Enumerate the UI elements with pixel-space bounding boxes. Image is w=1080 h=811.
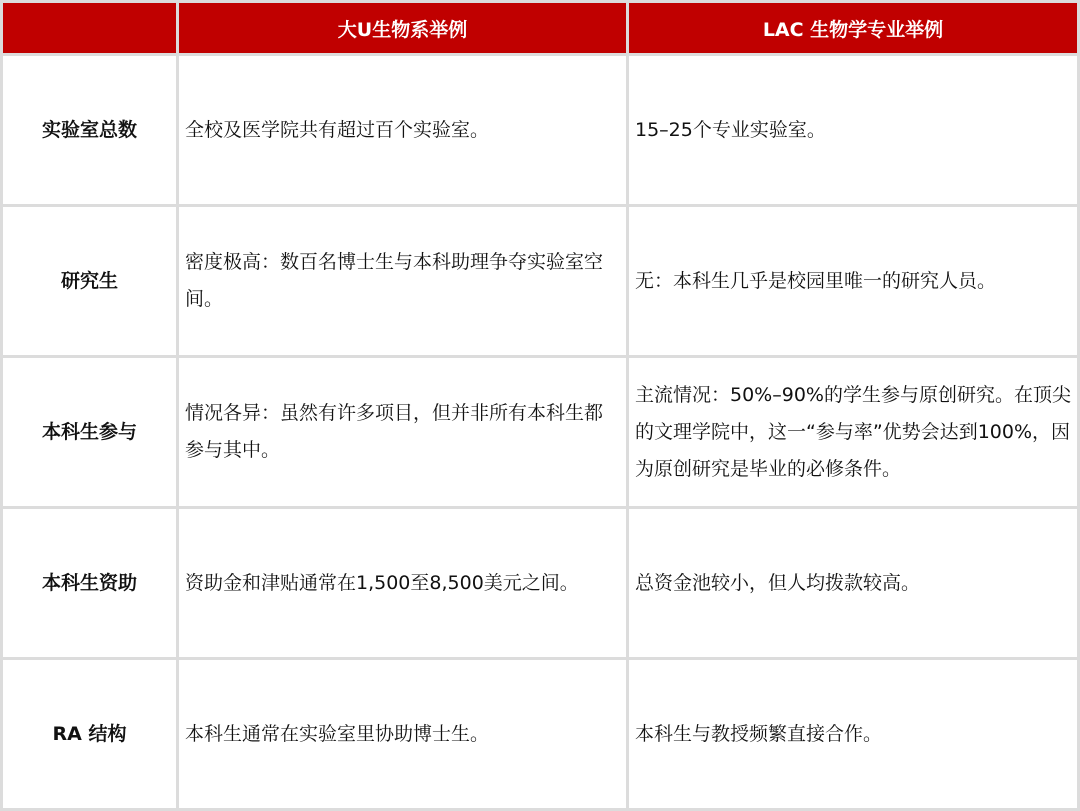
big-u-cell: 本科生通常在实验室里协助博士生。 xyxy=(179,660,626,808)
big-u-cell: 全校及医学院共有超过百个实验室。 xyxy=(179,56,626,204)
big-u-cell: 情况各异：虽然有许多项目，但并非所有本科生都参与其中。 xyxy=(179,358,626,506)
row-label: 本科生参与 xyxy=(3,358,176,506)
lac-cell: 15–25个专业实验室。 xyxy=(629,56,1077,204)
table-row-undergrad-participation xyxy=(3,358,1077,506)
row-label: RA 结构 xyxy=(3,660,176,808)
lac-cell: 无：本科生几乎是校园里唯一的研究人员。 xyxy=(629,207,1077,355)
header-lac: LAC 生物学专业举例 xyxy=(629,3,1077,53)
big-u-cell: 密度极高：数百名博士生与本科助理争夺实验室空间。 xyxy=(179,207,626,355)
table-header-row xyxy=(3,3,1077,53)
big-u-cell: 资助金和津贴通常在1,500至8,500美元之间。 xyxy=(179,509,626,657)
table-row-undergrad-funding xyxy=(3,509,1077,657)
lac-cell: 本科生与教授频繁直接合作。 xyxy=(629,660,1077,808)
row-label: 研究生 xyxy=(3,207,176,355)
header-big-u: 大U生物系举例 xyxy=(179,3,626,53)
lac-cell: 总资金池较小，但人均拨款较高。 xyxy=(629,509,1077,657)
header-blank-cell xyxy=(3,3,176,53)
lac-cell: 主流情况：50%–90%的学生参与原创研究。在顶尖的文理学院中，这一“参与率”优势会达到100%，因为原创研究是毕业的必修条件。 xyxy=(629,358,1077,506)
table-row-lab-count xyxy=(3,56,1077,204)
row-label: 本科生资助 xyxy=(3,509,176,657)
table-row-grad-students xyxy=(3,207,1077,355)
table-row-ra-structure xyxy=(3,660,1077,808)
row-label: 实验室总数 xyxy=(3,56,176,204)
